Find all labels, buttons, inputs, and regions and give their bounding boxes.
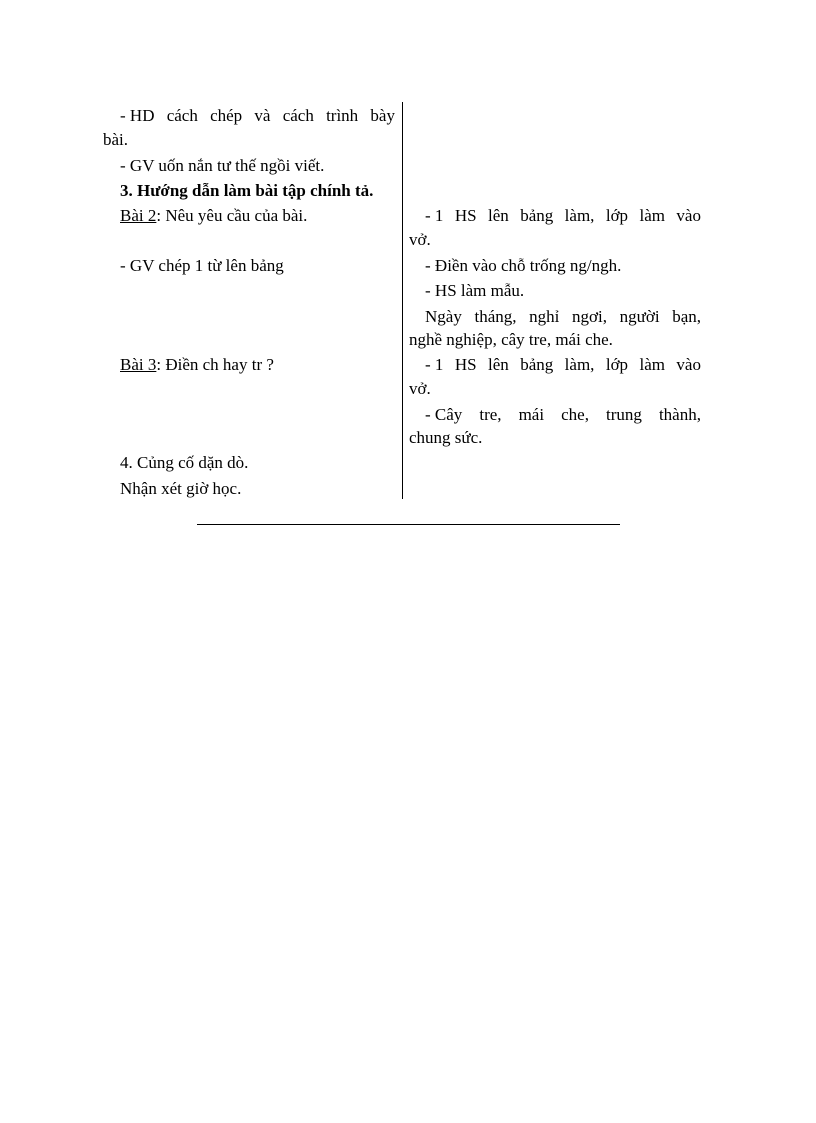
bai-2-text: : Nêu yêu cầu của bài.: [156, 206, 308, 225]
gv-copy-note: - GV chép 1 từ lên bảng: [120, 256, 284, 275]
hs-board-2-line1: - 1 HS lên bảng làm, lớp làm vào: [425, 355, 701, 374]
words-line2: nghề nghiệp, cây tre, mái che.: [409, 330, 613, 349]
answers-line1: - Cây tre, mái che, trung thành,: [425, 405, 701, 424]
bai-3-line: [120, 354, 274, 376]
column-divider: [402, 102, 403, 499]
hs-model-note: - HS làm mẫu.: [425, 281, 525, 300]
bai-3-text: : Điền ch hay tr ?: [156, 355, 274, 374]
hs-board-2-line2: vở.: [409, 379, 431, 398]
gv-posture-note: - GV uốn nắn tư thế ngồi viết.: [120, 156, 325, 175]
section-3-heading: 3. Hướng dẫn làm bài tập chính tả.: [120, 181, 374, 200]
hs-board-line1: - 1 HS lên bảng làm, lớp làm vào: [425, 206, 701, 225]
answers-line2: chung sức.: [409, 428, 483, 447]
section-4-heading: 4. Củng cố dặn dò.: [120, 453, 249, 472]
review-note: Nhận xét giờ học.: [120, 479, 242, 498]
fill-blank-note: - Điền vào chỗ trống ng/ngh.: [425, 256, 622, 275]
end-rule: [197, 524, 620, 525]
bai-3-label: Bài 3: [120, 355, 157, 374]
hs-board-line2: vở.: [409, 230, 431, 249]
bai-2-label: Bài 2: [120, 206, 157, 225]
bai-2-line: [120, 205, 307, 227]
words-line1: Ngày tháng, nghỉ ngơi, người bạn,: [425, 307, 701, 326]
hd-instruction-line1: - HD cách chép và cách trình bày: [120, 106, 395, 125]
hd-instruction-line2: bài.: [103, 130, 129, 149]
